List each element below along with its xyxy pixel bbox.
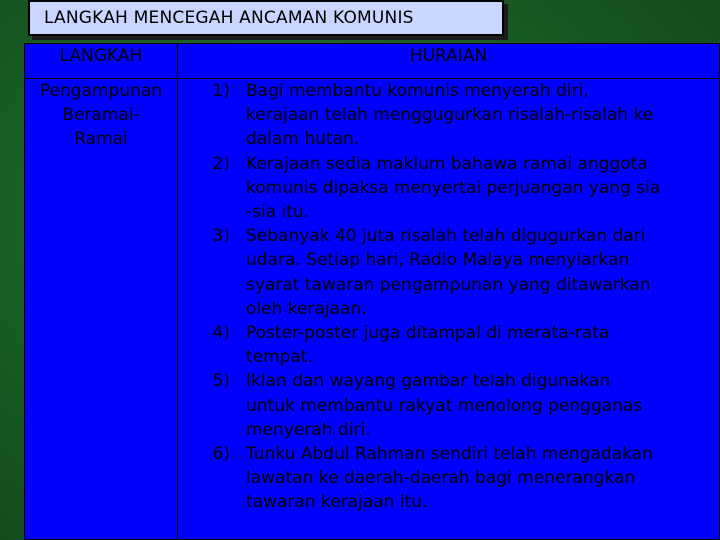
- header-description: HURAIAN: [178, 44, 720, 79]
- step-cell: [25, 79, 178, 540]
- item-line: Poster-poster juga ditampal di merata-rata: [246, 323, 610, 344]
- item-text: [230, 152, 719, 225]
- item-line: tempat.: [246, 347, 313, 368]
- description-cell: [178, 79, 720, 540]
- item-line: Bagi membantu komunis menyerah diri,: [246, 81, 589, 101]
- item-line: tawaran kerajaan itu.: [246, 492, 428, 513]
- steps-table: [24, 43, 720, 540]
- list-item: [178, 79, 719, 152]
- item-text: [230, 369, 719, 442]
- item-number: 6): [212, 444, 230, 465]
- step-line: Ramai: [74, 129, 128, 150]
- item-line: kerajaan telah menggugurkan risalah-risalah ke: [246, 105, 654, 126]
- list-item: [178, 152, 719, 225]
- item-number: 5): [212, 371, 230, 392]
- header-step: LANGKAH: [25, 44, 178, 79]
- table-header-row: [25, 44, 720, 79]
- page-title: LANGKAH MENCEGAH ANCAMAN KOMUNIS: [44, 8, 414, 28]
- step-line: Pengampunan: [39, 81, 163, 101]
- step-line: Beramai-: [62, 105, 140, 126]
- item-line: lawatan ke daerah-daerah bagi menerangkan: [246, 468, 636, 489]
- item-line: untuk membantu rakyat menolong pengganas: [246, 395, 643, 416]
- list-item: [178, 369, 719, 442]
- item-line: dalam hutan.: [246, 129, 360, 150]
- item-text: [230, 79, 719, 152]
- item-line: syarat tawaran pengampunan yang ditawarkan: [246, 274, 651, 295]
- item-number: 3): [212, 226, 230, 247]
- table-row: [25, 79, 720, 540]
- item-line: -sia itu.: [246, 202, 310, 223]
- item-line: komunis dipaksa menyertai perjuangan yang sia: [246, 177, 661, 198]
- item-line: Kerajaan sedia maklum bahawa ramai anggota: [246, 153, 648, 174]
- item-line: Iklan dan wayang gambar telah digunakan: [246, 371, 611, 392]
- item-number: 1): [212, 81, 230, 101]
- item-number: 2): [212, 153, 230, 174]
- item-line: Tunku Abdul Rahman sendiri telah mengadakan: [246, 444, 653, 465]
- item-number: 4): [212, 323, 230, 344]
- title-box: [28, 0, 504, 36]
- item-line: oleh kerajaan.: [246, 298, 367, 319]
- list-item: [178, 224, 719, 321]
- item-text: [230, 321, 719, 369]
- list-item: [178, 442, 719, 515]
- item-text: [230, 442, 719, 515]
- list-item: [178, 321, 719, 369]
- item-text: [230, 224, 719, 321]
- item-line: Sebanyak 40 juta risalah telah digugurkan dari: [246, 226, 646, 247]
- item-line: menyerah diri.: [246, 419, 371, 440]
- item-line: udara. Setiap hari, Radio Malaya menyiarkan: [246, 250, 630, 271]
